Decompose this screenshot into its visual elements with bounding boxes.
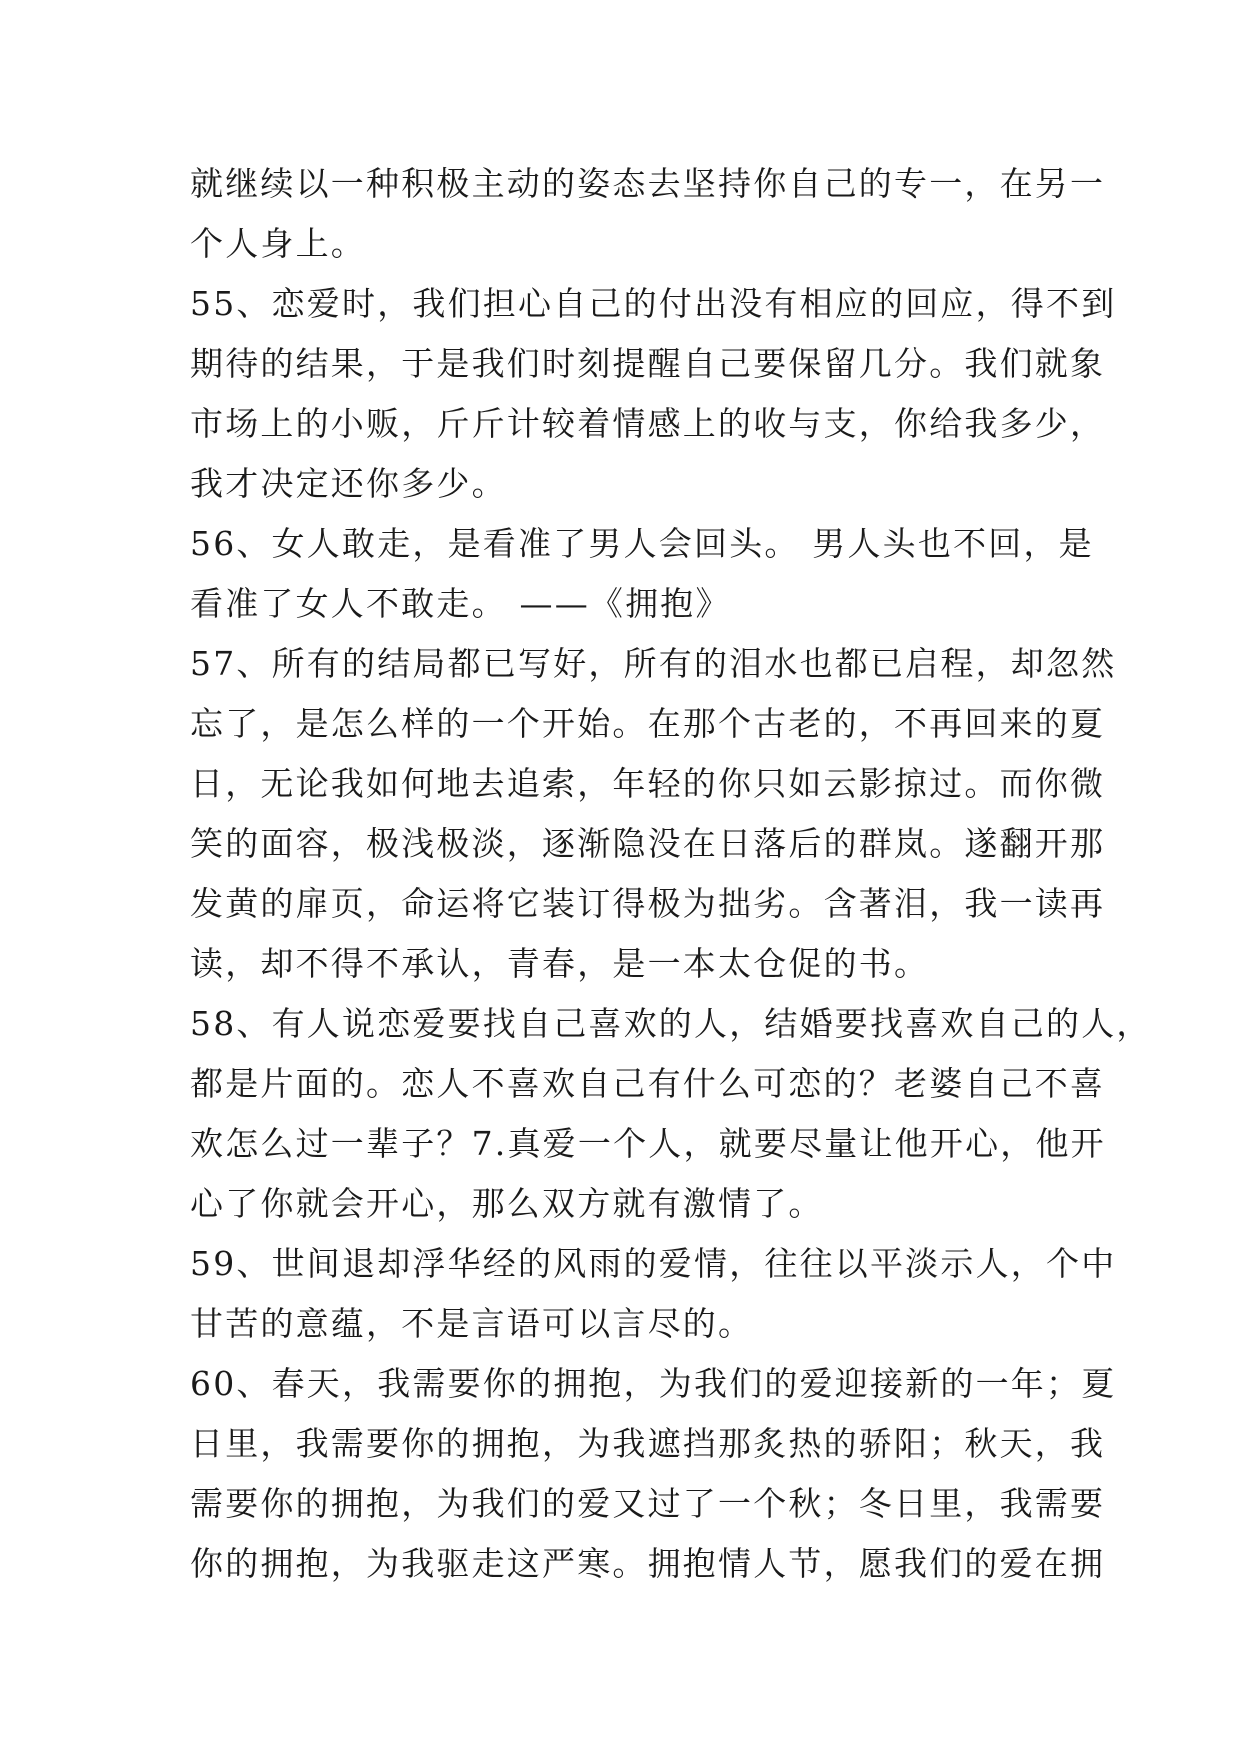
text-line-9: 57、所有的结局都已写好，所有的泪水也都已启程，却忽然	[190, 644, 1117, 683]
text-line-17: 欢怎么过一辈子？7.真爱一个人，就要尽量让他开心，他开	[190, 1124, 1106, 1163]
text-line-24: 你的拥抱，为我驱走这严寒。拥抱情人节，愿我们的爱在拥	[190, 1544, 1106, 1583]
text-line-4: 期待的结果，于是我们时刻提醒自己要保留几分。我们就象	[190, 344, 1106, 383]
text-line-1: 就继续以一种积极主动的姿态去坚持你自己的专一，在另一	[190, 164, 1106, 203]
text-line-12: 笑的面容，极浅极淡，逐渐隐没在日落后的群岚。遂翻开那	[190, 824, 1106, 863]
text-line-6: 我才决定还你多少。	[190, 464, 507, 503]
text-line-20: 甘苦的意蕴，不是言语可以言尽的。	[190, 1304, 754, 1343]
text-line-18: 心了你就会开心，那么双方就有激情了。	[190, 1184, 824, 1223]
text-line-2: 个人身上。	[190, 224, 366, 263]
text-line-14: 读，却不得不承认，青春，是一本太仓促的书。	[190, 944, 930, 983]
text-line-8: 看准了女人不敢走。 ——《拥抱》	[190, 584, 731, 623]
document-page	[190, 154, 1152, 1594]
text-line-16: 都是片面的。恋人不喜欢自己有什么可恋的？老婆自己不喜	[190, 1064, 1106, 1103]
text-line-5: 市场上的小贩，斤斤计较着情感上的收与支，你给我多少，	[190, 404, 1106, 443]
text-line-7: 56、女人敢走，是看准了男人会回头。 男人头也不回，是	[190, 524, 1094, 563]
text-line-15: 58、有人说恋爱要找自己喜欢的人，结婚要找喜欢自己的人，	[190, 1004, 1152, 1043]
text-line-13: 发黄的扉页，命运将它装订得极为拙劣。含著泪，我一读再	[190, 884, 1106, 923]
text-line-23: 需要你的拥抱，为我们的爱又过了一个秋；冬日里，我需要	[190, 1484, 1106, 1523]
text-line-10: 忘了，是怎么样的一个开始。在那个古老的，不再回来的夏	[190, 704, 1106, 743]
text-line-21: 60、春天，我需要你的拥抱，为我们的爱迎接新的一年；夏	[190, 1364, 1117, 1403]
text-line-22: 日里，我需要你的拥抱，为我遮挡那炙热的骄阳；秋天，我	[190, 1424, 1106, 1463]
text-line-3: 55、恋爱时，我们担心自己的付出没有相应的回应，得不到	[190, 284, 1117, 323]
text-line-11: 日，无论我如何地去追索，年轻的你只如云影掠过。而你微	[190, 764, 1106, 803]
text-line-19: 59、世间退却浮华经的风雨的爱情，往往以平淡示人，个中	[190, 1244, 1117, 1283]
